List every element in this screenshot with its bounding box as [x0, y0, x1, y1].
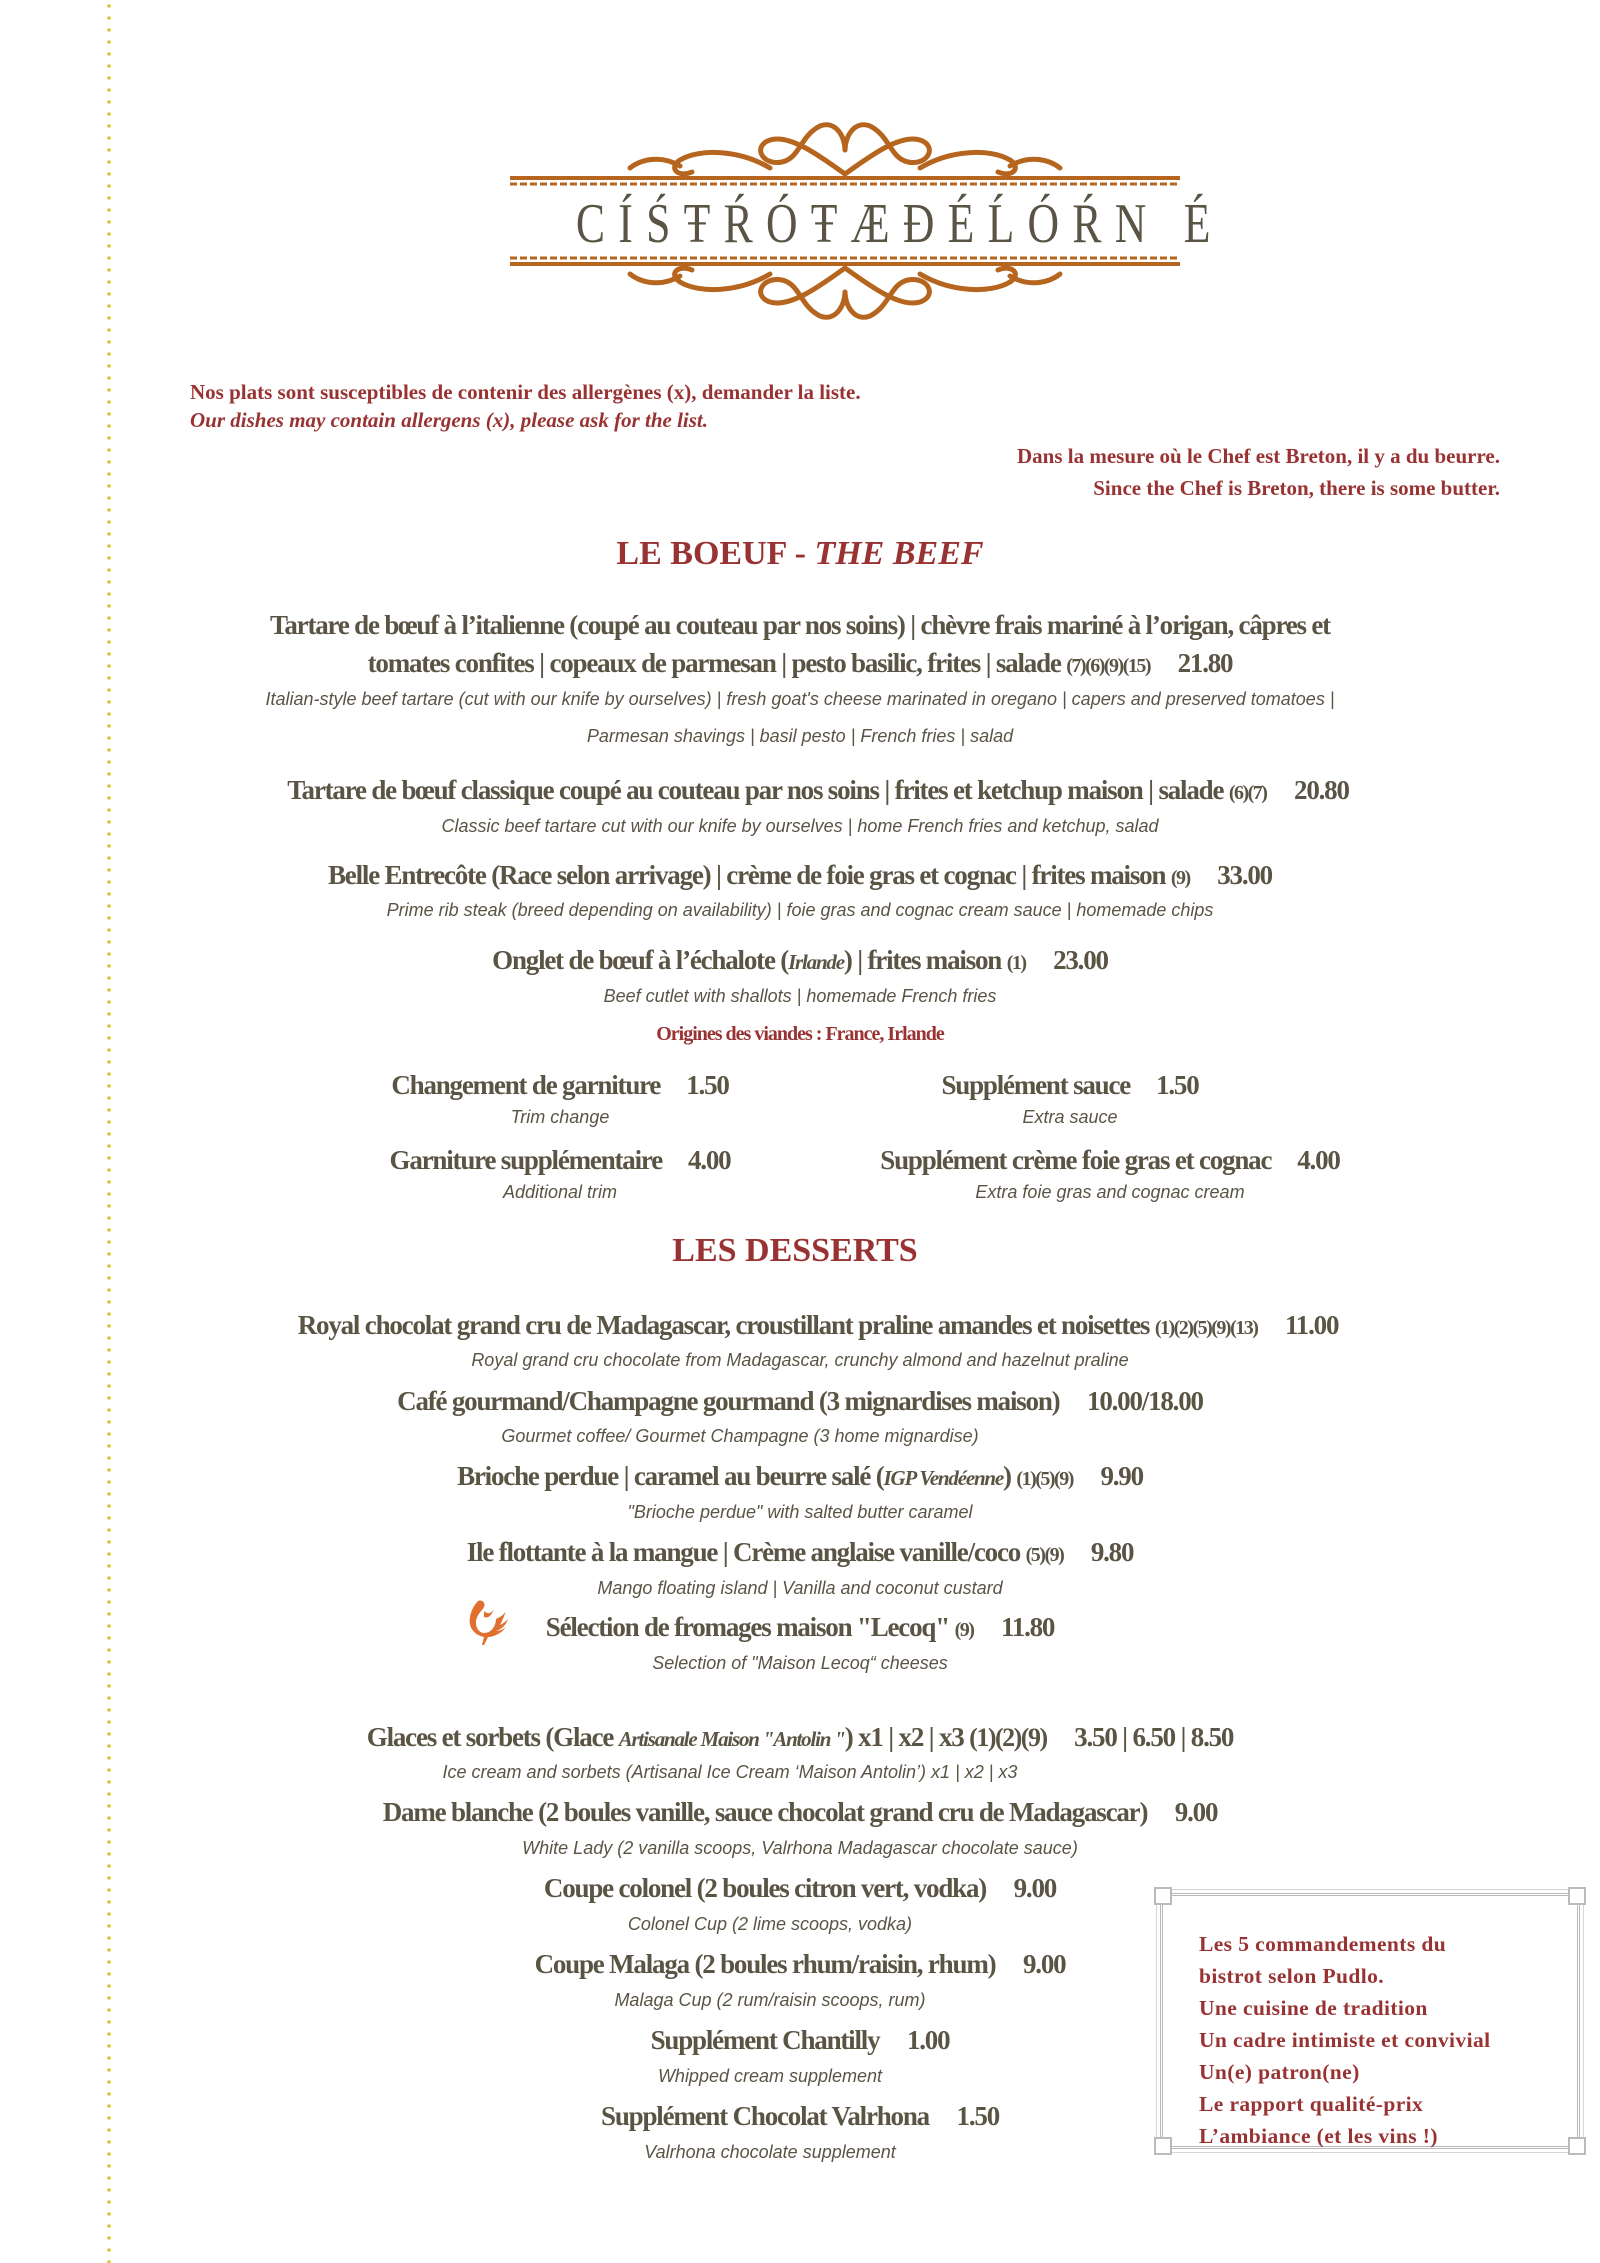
- menu-item-translation: Mango floating island | Vanilla and coconut custard: [597, 1578, 1003, 1598]
- menu-item-name: Glaces et sorbets (Glace Artisanale Maison "Antolin ") x1 | x2 | x3 (1)(2)(9) 3.50 | 6.50 | 8.50: [366, 1722, 1234, 1752]
- commandment-item: Un cadre intimiste et convivial: [1199, 2028, 1491, 2052]
- frame-corner-icon: [1568, 1887, 1586, 1905]
- extra-price: 4.00: [688, 1145, 731, 1175]
- allergen-codes: (1)(5)(9): [1016, 1468, 1073, 1490]
- menu-item-price: 9.80: [1090, 1537, 1134, 1567]
- menu-item-translation: Classic beef tartare cut with our knife by ourselves | home French fries and ketchup, salad: [441, 816, 1159, 836]
- extra-item: Supplément sauce 1.50 Extra sauce: [941, 1070, 1199, 1127]
- menu-item-price: 1.00: [906, 2025, 950, 2055]
- butter-notice-fr: Dans la mesure où le Chef est Breton, il y a du beurre.: [1017, 444, 1500, 468]
- section-title-beef: [0, 535, 1600, 573]
- menu-item-translation: Italian-style beef tartare (cut with our knife by ourselves) | fresh goat's cheese marinated in oregano | capers and preserved tomatoes |: [265, 689, 1335, 709]
- menu-item-name: Royal chocolat grand cru de Madagascar, croustillant praline amandes et noisettes (1)(2)(5)(9)(13) 11.00: [297, 1310, 1339, 1340]
- allergen-codes: (9): [1170, 867, 1190, 889]
- menu-item-name: Café gourmand/Champagne gourmand (3 mignardises maison) 10.00/18.00: [397, 1386, 1203, 1416]
- menu-item-translation: Ice cream and sorbets (Artisanal Ice Cream ‘Maison Antolin’) x1 | x2 | x3: [442, 1762, 1018, 1782]
- frame-corner-icon: [1154, 1887, 1172, 1905]
- logo-title: CÍŚŦŔÓŦÆĐÉĹÓŔN É: [575, 193, 1224, 255]
- menu-item-translation: Selection of "Maison Lecoq“ cheeses: [652, 1653, 948, 1673]
- commandment-item: Un(e) patron(ne): [1199, 2060, 1360, 2084]
- menu-item-translation-line2: Parmesan shavings | basil pesto | French fries | salad: [586, 726, 1014, 746]
- menu-item-translation: Prime rib steak (breed depending on availability) | foie gras and cognac cream sauce | homemade chips: [386, 900, 1214, 920]
- extra-price: 1.50: [686, 1070, 729, 1100]
- menu-item-translation: Valrhona chocolate supplement: [644, 2142, 896, 2162]
- allergen-notice-fr: Nos plats sont susceptibles de contenir des allergènes (x), demander la liste.: [190, 380, 861, 404]
- menu-item-price: 11.00: [1284, 1310, 1339, 1340]
- allergen-codes: (6)(7): [1228, 782, 1267, 804]
- allergen-codes: (1)(2)(5)(9)(13): [1154, 1317, 1258, 1339]
- menu-item-price: 9.00: [1013, 1873, 1057, 1903]
- commandment-item: Une cuisine de tradition: [1199, 1996, 1428, 2020]
- menu-item-price: 10.00/18.00: [1087, 1386, 1203, 1416]
- frame-corner-icon: [1568, 2137, 1586, 2155]
- menu-item-name: Brioche perdue | caramel au beurre salé (IGP Vendéenne) (1)(5)(9) 9.90: [457, 1461, 1143, 1491]
- extra-item: Garniture supplémentaire 4.00 Additional trim: [389, 1145, 731, 1202]
- menu-item-name: Coupe Malaga (2 boules rhum/raisin, rhum) 9.00: [534, 1949, 1066, 1979]
- menu-item-price: 9.00: [1022, 1949, 1066, 1979]
- extra-item: Changement de garniture 1.50 Trim change: [391, 1070, 729, 1127]
- menu-item-translation: Beef cutlet with shallots | homemade French fries: [603, 986, 997, 1006]
- allergen-codes: (1)(2)(9): [969, 1723, 1047, 1752]
- allergen-notice-en: Our dishes may contain allergens (x), please ask for the list.: [190, 408, 709, 432]
- commandments-heading: Les 5 commandements du: [1199, 1932, 1447, 1956]
- section-title-en: THE BEEF: [814, 535, 984, 572]
- menu-item-name: Supplément Chocolat Valrhona 1.50: [601, 2101, 999, 2131]
- menu-item-name: Dame blanche (2 boules vanille, sauce chocolat grand cru de Madagascar) 9.00: [382, 1797, 1218, 1827]
- extra-price: 4.00: [1297, 1145, 1340, 1175]
- menu-item-name: Coupe colonel (2 boules citron vert, vodka) 9.00: [543, 1873, 1057, 1903]
- menu-item-name: Ile flottante à la mangue | Crème anglaise vanille/coco (5)(9) 9.80: [466, 1537, 1134, 1567]
- menu-item-translation: Gourmet coffee/ Gourmet Champagne (3 home mignardise): [501, 1426, 979, 1446]
- menu-item-translation: Malaga Cup (2 rum/raisin scoops, rum): [614, 1990, 926, 2010]
- commandments-list: [1199, 1928, 1490, 2152]
- commandments-heading-line2: bistrot selon Pudlo.: [1199, 1964, 1385, 1988]
- allergen-codes: (5)(9): [1025, 1544, 1064, 1566]
- frame-corner-icon: [1154, 2137, 1172, 2155]
- menu-item-translation: Royal grand cru chocolate from Madagascar, crunchy almond and hazelnut praline: [471, 1350, 1129, 1370]
- commandment-item: Le rapport qualité-prix: [1199, 2092, 1424, 2116]
- menu-item-name-line2: tomates confites | copeaux de parmesan | pesto basilic, frites | salade (7)(6)(9)(15) 21.80: [367, 648, 1233, 678]
- allergen-codes: (9): [954, 1619, 974, 1641]
- menu-item-name: Supplément Chantilly 1.00: [650, 2025, 950, 2055]
- menu-item-translation: Colonel Cup (2 lime scoops, vodka): [627, 1914, 913, 1934]
- menu-item-price: 33.00: [1217, 860, 1272, 890]
- menu-item-name: Sélection de fromages maison "Lecoq" (9) 11.80: [545, 1612, 1055, 1642]
- menu-item-price: 9.90: [1100, 1461, 1143, 1491]
- section-title-fr: LE BOEUF -: [616, 535, 806, 572]
- menu-item-price: 21.80: [1177, 648, 1233, 678]
- extra-item: Supplément crème foie gras et cognac 4.00 Extra foie gras and cognac cream: [880, 1145, 1340, 1202]
- menu-item-price: 11.80: [1000, 1612, 1055, 1642]
- section-title-desserts: LES DESSERTS: [672, 1232, 918, 1269]
- menu-item-name: Tartare de bœuf à l’italienne (coupé au couteau par nos soins) | chèvre frais mariné à l’origan, câpres et: [270, 610, 1330, 640]
- menu-item-name: Onglet de bœuf à l’échalote (Irlande) | frites maison (1) 23.00: [492, 945, 1108, 975]
- menu-item-name: Tartare de bœuf classique coupé au couteau par nos soins | frites et ketchup maison | salade (6)(7) 20.80: [287, 775, 1349, 805]
- menu-item-price: 9.00: [1174, 1797, 1218, 1827]
- menu-item-translation: "Brioche perdue" with salted butter caramel: [627, 1502, 973, 1522]
- menu-item-price: 23.00: [1053, 945, 1108, 975]
- allergen-codes: (1): [1006, 952, 1026, 974]
- ornament-top-icon: [500, 116, 1190, 186]
- ornament-bottom-icon: [500, 256, 1190, 326]
- allergen-codes: (7)(6)(9)(15): [1066, 655, 1151, 677]
- menu-item-price: 20.80: [1294, 775, 1349, 805]
- menu-item-translation: White Lady (2 vanilla scoops, Valrhona Madagascar chocolate sauce): [522, 1838, 1078, 1858]
- commandment-item: L’ambiance (et les vins !): [1199, 2124, 1438, 2148]
- restaurant-logo: [500, 116, 1224, 326]
- meat-origins: Origines des viandes : France, Irlande: [656, 1023, 944, 1045]
- commandments-box: [1160, 1893, 1580, 2149]
- menu-item-price: 3.50 | 6.50 | 8.50: [1074, 1722, 1234, 1752]
- extra-price: 1.50: [1156, 1070, 1199, 1100]
- menu-item-price: 1.50: [956, 2101, 999, 2131]
- butter-notice-en: Since the Chef is Breton, there is some butter.: [1093, 476, 1500, 500]
- menu-item-translation: Whipped cream supplement: [657, 2066, 883, 2086]
- menu-item-name: Belle Entrecôte (Race selon arrivage) | crème de foie gras et cognac | frites maison (9) 33.00: [328, 860, 1272, 890]
